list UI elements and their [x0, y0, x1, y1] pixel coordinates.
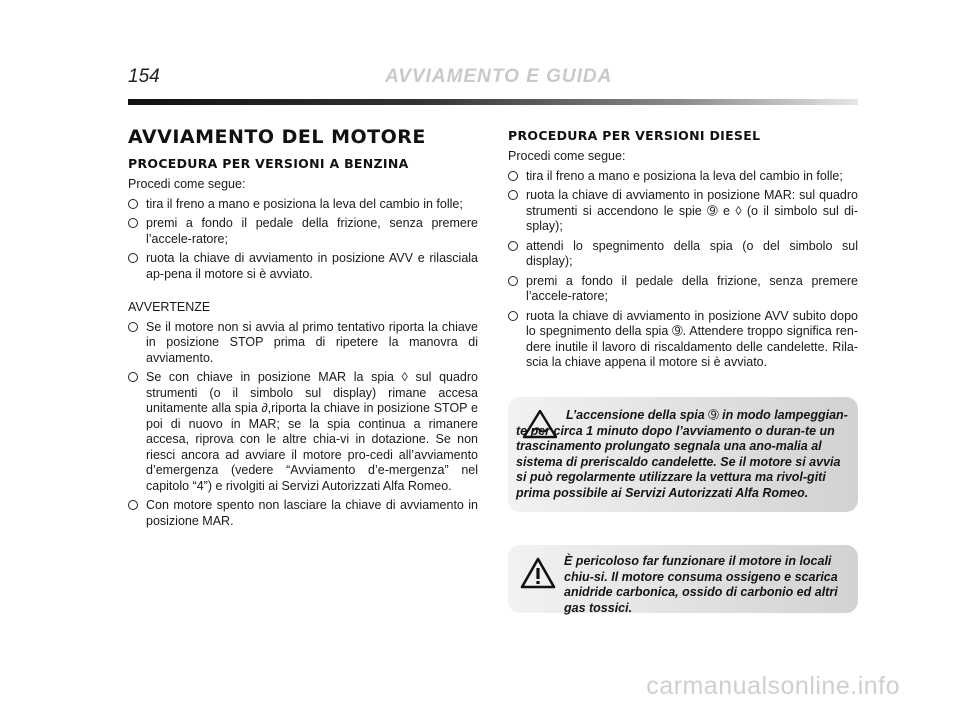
- bullet-icon: [508, 171, 518, 181]
- list-item: [508, 309, 858, 371]
- running-header: AVVIAMENTO E GUIDA: [385, 66, 613, 87]
- warning-triangle-icon: [520, 557, 556, 589]
- bullet-icon: [128, 372, 138, 382]
- bullet-icon: [128, 218, 138, 228]
- list-item-text: ruota la chiave di avviamento in posizione MAR: sul quadro strumenti si accendono le spie ➈ e ◊ (o il simbolo sul di-splay);: [526, 188, 858, 233]
- bullet-icon: [128, 500, 138, 510]
- bullet-icon: [128, 322, 138, 332]
- list-item-text: attendi lo spegnimento della spia (o del simbolo sul display);: [526, 238, 858, 268]
- list-item: [508, 274, 858, 305]
- warning-heading: AVVERTENZE: [128, 300, 211, 314]
- list-item-text: tira il freno a mano e posiziona la leva del cambio in folle;: [526, 168, 843, 183]
- bullet-icon: [128, 253, 138, 263]
- glow-plug-note-text: L’accensione della spia ➈ in modo lampeggian-te per circa 1 minuto dopo l’avviamento o duran-te un trascinamento prolungato segnala una ano-malia al sistema di preriscaldo candelette. Se il motore si avvia si può regolarmente utilizzare la vettura ma rivol-giti prima possibile ai Servizi Autorizzati Alfa Romeo.: [516, 408, 848, 500]
- list-item-text: Se con chiave in posizione MAR la spia ◊ sul quadro strumenti (o il simbolo sul display) rimane accesa unitamente alla spia ∂,riporta la chiave in posizione STOP e poi di nuovo in MAR; se la spia continua a rimanere accesa, riprova con le altre chia-vi in dotazione. Se non riesci ancora ad avviare il motore pro-cedi all’avviamento d’emergenza (vedere “Avviamento d’e-mergenza” nel capitolo “4”) e rivolgiti ai Servizi Autorizzati Alfa Romeo.: [146, 370, 478, 493]
- diesel-section-title: PROCEDURA PER VERSIONI DIESEL: [508, 128, 761, 143]
- list-item-text: ruota la chiave di avviamento in posizione AVV subito dopo lo spegnimento della spia ➈. Attendere troppo significa ren-dere inutile il lavoro di riscaldamento delle candelette. Rila-scia la chiave appena il motore si è avviato.: [526, 308, 858, 369]
- right-column: [508, 124, 858, 375]
- list-item: [128, 498, 478, 529]
- list-item: [128, 251, 478, 282]
- list-item-text: ruota la chiave di avviamento in posizione AVV e rilasciala ap-pena il motore si è avviato.: [146, 251, 478, 281]
- petrol-section-title: PROCEDURA PER VERSIONI A BENZINA: [128, 156, 409, 171]
- bullet-icon: [508, 311, 518, 321]
- list-item: [128, 320, 478, 367]
- header-rule: [128, 99, 858, 105]
- danger-note-text: È pericoloso far funzionare il motore in locali chiu-si. Il motore consuma ossigeno e scarica anidride carbonica, ossido di carbonio ed altri gas tossici.: [564, 554, 838, 615]
- bullet-icon: [128, 199, 138, 209]
- petrol-steps: [128, 197, 478, 283]
- page-number: 154: [128, 66, 160, 87]
- left-column: [128, 124, 478, 533]
- list-item: [128, 197, 478, 213]
- warning-list: [128, 320, 478, 530]
- bullet-icon: [508, 190, 518, 200]
- bullet-icon: [508, 276, 518, 286]
- main-title: AVVIAMENTO DEL MOTORE: [128, 126, 426, 148]
- diesel-steps: [508, 169, 858, 371]
- list-item-text: Se il motore non si avvia al primo tentativo riporta la chiave in posizione STOP prima di ripetere la manovra di avviamento.: [146, 319, 478, 365]
- list-item: [508, 169, 858, 185]
- list-item-text: premi a fondo il pedale della frizione, senza premere l’accele-ratore;: [526, 273, 858, 303]
- list-item: [508, 239, 858, 270]
- petrol-intro: Procedi come segue:: [128, 177, 246, 191]
- bullet-icon: [508, 241, 518, 251]
- list-item-text: Con motore spento non lasciare la chiave di avviamento in posizione MAR.: [146, 498, 478, 528]
- danger-note: [508, 545, 858, 613]
- diesel-intro: Procedi come segue:: [508, 149, 626, 163]
- glow-plug-note: [508, 397, 858, 512]
- list-item: [128, 370, 478, 494]
- list-item-text: premi a fondo il pedale della frizione, senza premere l’accele-ratore;: [146, 216, 478, 246]
- list-item: [508, 188, 858, 235]
- watermark: carmanualsonline.info: [646, 672, 900, 700]
- list-item: [128, 216, 478, 247]
- list-item-text: tira il freno a mano e posiziona la leva del cambio in folle;: [146, 196, 463, 211]
